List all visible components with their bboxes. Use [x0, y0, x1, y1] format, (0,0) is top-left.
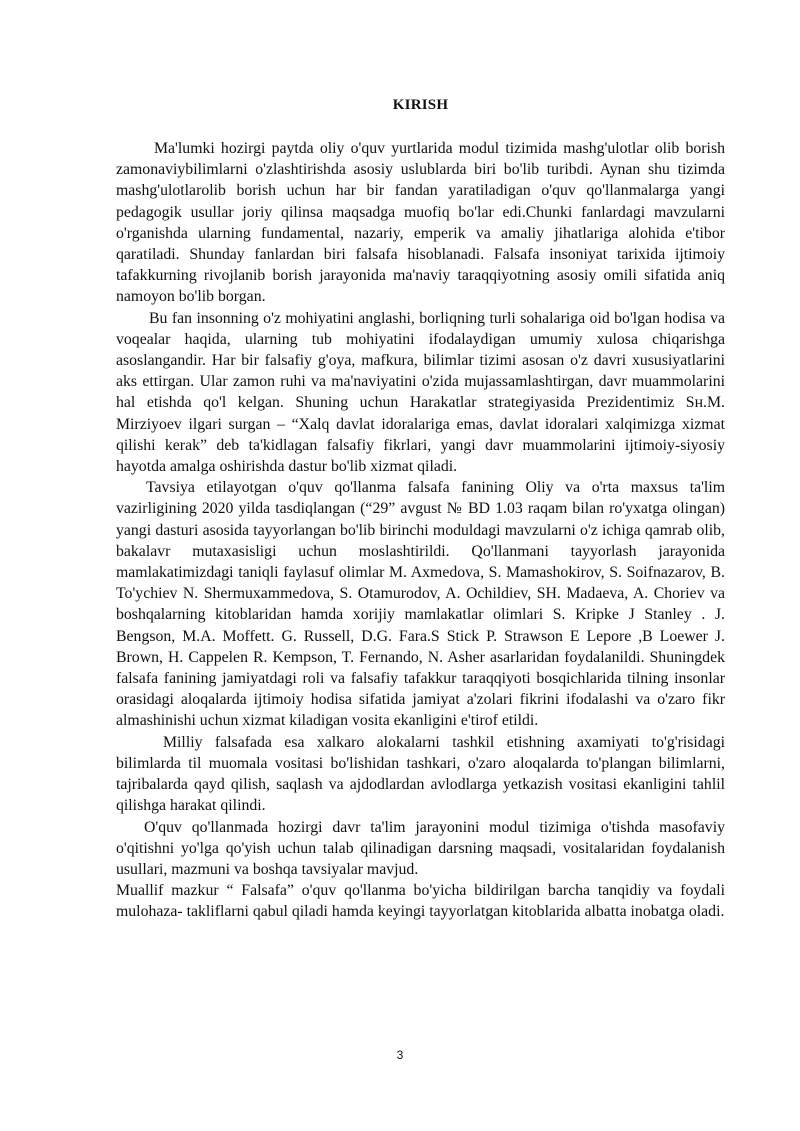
paragraph-1: Ma'lumki hozirgi paytda oliy o'quv yurtlarida modul tizimida mashg'ulotlar olib borish zamonaviybilimlarni o'zlashtirishda asosiy uslublarda biri bo'lib turibdi. Aynan shu tizimda mashg'ulotlarolib borish uchun har bir fandan yaratiladigan o'quv qo'llanmalarga yangi pedagogik usullar joriy qilinsa maqsadga muofiq bo'lar edi.Chunki fanlardagi mavzularni o'rganishda ularning fundamental, nazariy, emperik va amaliy jihatlariga alohida e'tibor qaratiladi. Shunday fanlardan biri falsafa hisoblanadi. Falsafa insoniyat tarixida ijtimoiy tafakkurning rivojlanib borish jarayonida ma'naviy taraqqiyotning asosiy omili sifatida aniq namoyon bo'lib borgan.	[116, 140, 725, 306]
page-number: 3	[396, 1048, 404, 1062]
paragraph-5: O'quv qo'llanmada hozirgi davr ta'lim jarayonini modul tizimiga o'tishda masofaviy o'qitishni yo'lga qo'yish uchun talab qilinadigan darsning maqsadi, vositalaridan foydalanish usullari, mazmuni va boshqa tavsiyalar mavjud.	[116, 818, 725, 878]
paragraph-4: Milliy falsafada esa xalkaro alokalarni tashkil etishning axamiyati to'g'risidagi bilimlarda til muomala vositasi bo'lishidan tashkari, o'zaro aloqalarda to'plangan bilimlarni, tajribalarda qayd qilish, saqlash va ajdodlardan avlodlarga yetkazish vositasi ekanligini tahlil qilishga harakat qilindi.	[116, 733, 725, 815]
paragraph-3: Tavsiya etilayotgan o'quv qo'llanma falsafa fanining Oliy va o'rta maxsus ta'lim vazirligining 2020 yilda tasdiqlangan (“29” avgust № BD 1.03 raqam bilan ro'yxatga olingan) yangi dasturi asosida tayyorlangan bo'lib birinchi moduldagi mavzularni o'z ichiga qamrab olib, bakalavr mutaxasisligi uchun moslashtirildi. Qo'llanmani tayyorlash jarayonida mamlakatimizdagi taniqli faylasuf olimlar M. Axmedova, S. Mamashokirov, S. Soifnazarov, B. To'ychiev N. Shermuxammedova, S. Otamurodov, A. Ochildiev, SH. Madaeva, A. Choriev va boshqalarning kitoblaridan hamda xorijiy mamlakatlar olimlari S. Kripke J Stanley . J. Bengson, M.A. Moffett. G. Russell, D.G. Fara.S Stick P. Strawson E Lepore ,B Loewer J. Brown, H. Cappelen R. Kempson, T. Fernando, N. Asher asarlaridan foydalanildi. Shuningdek falsafa fanining jamiyatdagi roli va falsafiy tafakkur taraqqiyoti bosqichlarida tilning insonlar orasidagi aloqalarda ijtimoiy hodisa sifatida jamiyat a'zolari fikrini ifodalashi va o'zaro fikr almashinishi uchun xizmat kiladigan vosita ekanligini e'tirof etildi.	[116, 479, 725, 730]
paragraph-6: Muallif mazkur “ Falsafa” o'quv qo'llanma bo'yicha bildirilgan barcha tanqidiy va foydali mulohaza- takliflarni qabul qiladi hamda keyingi tayyorlatgan kitoblarida albatta inobatga oladi.	[116, 882, 725, 921]
page-title: KIRISH	[392, 97, 449, 113]
document-body	[116, 138, 725, 923]
paragraph-2: Bu fan insonning o'z mohiyatini anglashi, borliqning turli sohalariga oid bo'lgan hodisa va voqealar haqida, ularning tub mohiyatini ifodalaydigan umumiy xulosa chiqarishga asoslangandir. Har bir falsafiy g'oya, mafkura, bilimlar tizimi asosan o'z davri xususiyatlarini aks ettirgan. Ular zamon ruhi va ma'naviyatini o'zida mujassamlashtirgan, davr muammolarini hal etishda qo'l kelgan. Shuning uchun Harakatlar strategiyasida Prezidentimiz Sн.M. Mirziyoev ilgari surgan – “Xalq davlat idoralariga emas, davlat idoralari xalqimizga xizmat qilishi kerak” deb ta'kidlagan falsafiy fikrlari, yangi davr muammolarini ijtimoiy-siyosiy hayotda amalga oshirishda dastur bo'lib xizmat qiladi.	[116, 309, 725, 476]
